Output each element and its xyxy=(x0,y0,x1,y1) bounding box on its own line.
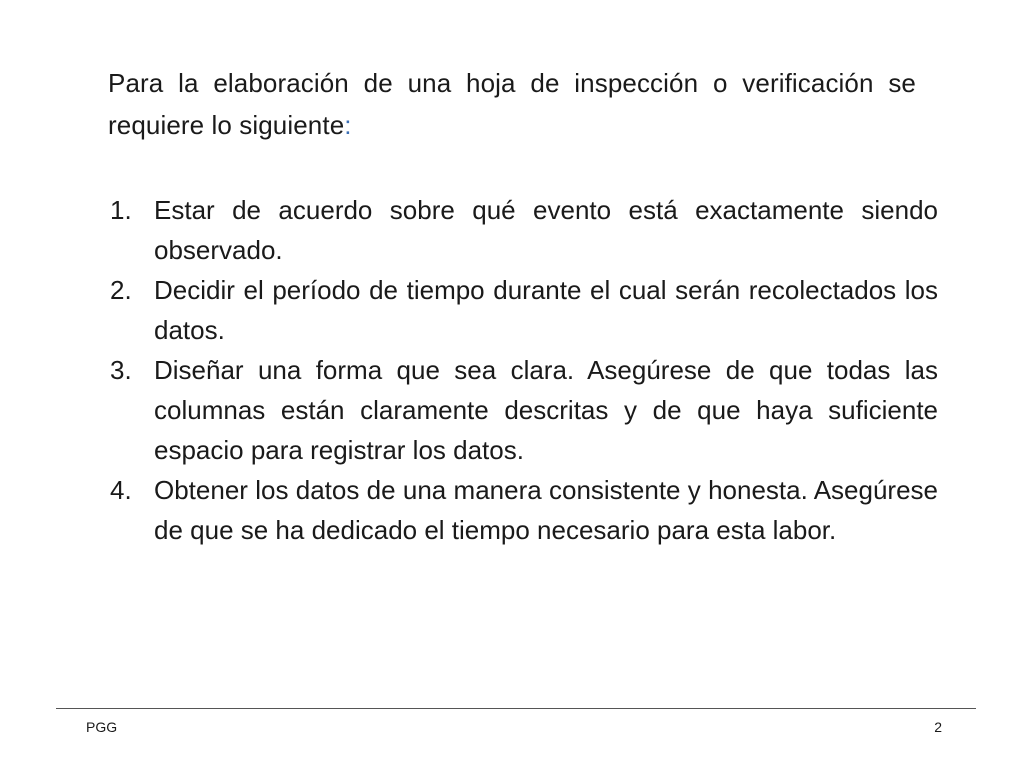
intro-colon: : xyxy=(344,110,352,140)
step-text: Estar de acuerdo sobre qué evento está exactamente siendo observado. xyxy=(154,195,938,265)
step-item xyxy=(110,350,938,470)
step-item xyxy=(110,470,938,550)
step-text: Obtener los datos de una manera consistente y honesta. Asegúrese de que se ha dedicado el tiempo necesario para esta labor. xyxy=(154,475,938,545)
intro-text: Para la elaboración de una hoja de inspección o verificación se requiere lo siguiente xyxy=(108,68,916,140)
step-number: 4. xyxy=(110,475,132,505)
page-number: 2 xyxy=(934,719,942,735)
step-item xyxy=(110,190,938,270)
step-text: Diseñar una forma que sea clara. Asegúrese de que todas las columnas están claramente descritas y de que haya suficiente espacio para registrar los datos. xyxy=(154,355,938,465)
step-number: 3. xyxy=(110,355,132,385)
footer-label: PGG xyxy=(86,719,118,735)
step-number: 2. xyxy=(110,275,132,305)
step-number: 1. xyxy=(110,195,132,225)
step-text: Decidir el período de tiempo durante el cual serán recolectados los datos. xyxy=(154,275,938,345)
step-item xyxy=(110,270,938,350)
footer-divider xyxy=(56,708,976,709)
intro-paragraph xyxy=(108,62,916,146)
steps-list xyxy=(110,190,938,550)
